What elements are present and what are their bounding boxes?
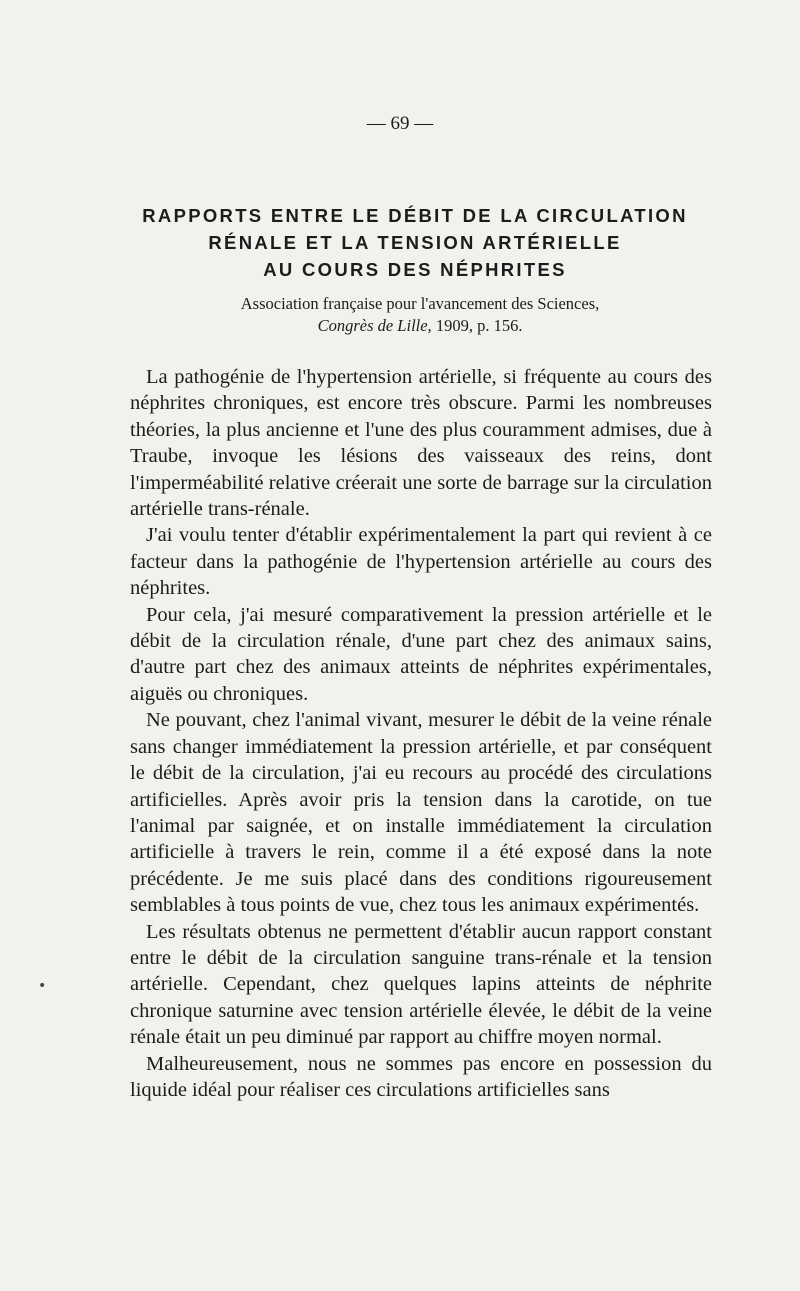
citation xyxy=(100,293,740,337)
citation-line-1: Association française pour l'avancement des Sciences, xyxy=(240,294,600,313)
article-title xyxy=(100,202,730,283)
title-line-1: RAPPORTS ENTRE LE DÉBIT DE LA CIRCULATION xyxy=(142,205,688,226)
paragraph-3: Pour cela, j'ai mesuré comparativement la pression artérielle et le débit de la circulation rénale, d'une part chez des animaux sains, d'autre part chez des animaux atteints de néphrites expérimentales, aiguës ou chroniques. xyxy=(130,603,712,705)
citation-details: 1909, p. 156. xyxy=(431,316,523,335)
title-line-2: RÉNALE ET LA TENSION ARTÉRIELLE xyxy=(208,232,622,253)
paragraph-6: Malheureusement, nous ne sommes pas encore en possession du liquide idéal pour réaliser ces circulations artificielles sans xyxy=(130,1052,712,1101)
page-number: — 69 — xyxy=(366,113,434,134)
citation-line-2 xyxy=(100,315,740,337)
margin-mark: • xyxy=(38,978,47,994)
title-line-3: AU COURS DES NÉPHRITES xyxy=(263,259,567,280)
citation-venue: Congrès de Lille, xyxy=(317,316,432,335)
paragraph-5: Les résultats obtenus ne permettent d'établir aucun rapport constant entre le débit de la circulation sanguine trans-rénale et la tension artérielle. Cependant, chez quelques lapins atteints de néphrite chronique saturnine avec tension artérielle élevée, le débit de la veine rénale était un peu diminué par rapport au chiffre moyen normal. xyxy=(130,920,712,1049)
paragraph-4: Ne pouvant, chez l'animal vivant, mesurer le débit de la veine rénale sans changer immédiatement la pression artérielle, et par conséquent le débit de la circulation, j'ai eu recours au procédé des circulations artificielles. Après avoir pris la tension dans la carotide, on tue l'animal par saignée, et on installe immédiatement la circulation artificielle à travers le rein, comme il a été exposé dans la note précédente. Je me suis placé dans des conditions rigoureusement semblables à tous points de vue, chez tous les animaux expérimentés. xyxy=(130,709,712,917)
body-text xyxy=(130,364,712,1103)
paragraph-1: La pathogénie de l'hypertension artérielle, si fréquente au cours des néphrites chroniques, est encore très obscure. Parmi les nombreuses théories, la plus ancienne et l'une des plus couramment admises, due à Traube, invoque les lésions des vaisseaux des reins, dont l'imperméabilité relative créerait une sorte de barrage sur la circulation artérielle trans-rénale. xyxy=(130,366,712,521)
paragraph-2: J'ai voulu tenter d'établir expérimentalement la part qui revient à ce facteur dans la pathogénie de l'hypertension artérielle au cours des néphrites. xyxy=(130,524,712,600)
